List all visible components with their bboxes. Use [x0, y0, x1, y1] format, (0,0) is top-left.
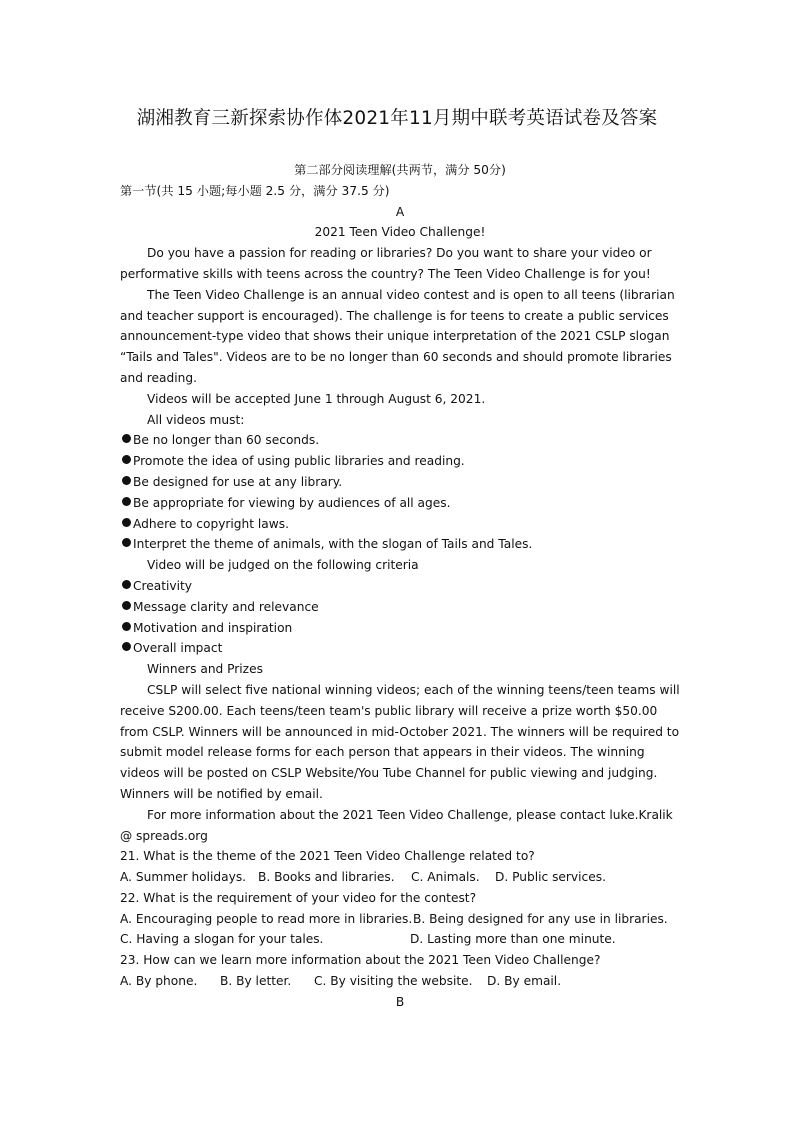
list-item: Be designed for use at any library.	[120, 472, 680, 493]
must-list	[120, 430, 680, 555]
question-23-options	[120, 971, 680, 992]
question-22-options	[120, 909, 680, 930]
option: C. Having a slogan for your tales.	[120, 932, 324, 947]
option: B. Being designed for any use in libraries.	[413, 911, 668, 926]
document-body	[120, 160, 680, 1013]
option: D. By email.	[487, 974, 562, 989]
question-21-options	[120, 867, 680, 888]
bullet-icon	[122, 601, 131, 610]
bullet-icon	[122, 476, 131, 485]
paragraph-3: Videos will be accepted June 1 through August 6, 2021.	[147, 391, 486, 406]
list-item: Message clarity and relevance	[120, 597, 680, 618]
list-item: Adhere to copyright laws.	[120, 514, 680, 535]
option: D. Lasting more than one minute.	[410, 932, 616, 947]
paragraph-1: Do you have a passion for reading or libraries? Do you want to share your video or performative skills with teens across the country? The Teen Video Challenge is for you!	[120, 246, 652, 281]
question-21-stem: 21. What is the theme of the 2021 Teen Video Challenge related to?	[120, 849, 535, 864]
option: C. By visiting the website.	[314, 974, 473, 989]
bullet-icon	[122, 538, 131, 547]
bullet-icon	[122, 455, 131, 464]
paragraph-5: Video will be judged on the following criteria	[147, 558, 419, 573]
bullet-icon	[122, 497, 131, 506]
bullet-icon	[122, 518, 131, 527]
option: B. Books and libraries.	[258, 870, 395, 885]
bullet-icon	[122, 642, 131, 651]
list-item: Interpret the theme of animals, with the slogan of Tails and Tales.	[120, 534, 680, 555]
bullet-icon	[122, 622, 131, 631]
passage-a-label: A	[395, 204, 405, 219]
paragraph-8: For more information about the 2021 Teen Video Challenge, please contact luke.Kralik @ spreads.org	[120, 807, 673, 843]
option: A. Encouraging people to read more in libraries.	[120, 911, 413, 926]
bullet-icon	[122, 434, 131, 443]
passage-a-title: 2021 Teen Video Challenge!	[314, 225, 486, 240]
list-item: Overall impact	[120, 638, 680, 659]
section-heading: 第二部分阅读理解(共两节，满分 50分)	[294, 163, 506, 177]
bullet-icon	[122, 580, 131, 589]
question-22-stem: 22. What is the requirement of your video for the contest?	[120, 890, 477, 905]
list-item: Be appropriate for viewing by audiences of all ages.	[120, 493, 680, 514]
list-item: Be no longer than 60 seconds.	[120, 430, 680, 451]
option: A. By phone.	[120, 974, 198, 989]
paragraph-4: All videos must:	[147, 412, 245, 427]
list-item: Promote the idea of using public libraries and reading.	[120, 451, 680, 472]
document-title: 湖湘教育三新探索协作体2021年11月期中联考英语试卷及答案	[136, 108, 658, 129]
passage-b-label: B	[395, 994, 405, 1009]
option: A. Summer holidays.	[120, 870, 247, 885]
option: C. Animals.	[411, 870, 480, 885]
question-23-stem: 23. How can we learn more information about the 2021 Teen Video Challenge?	[120, 953, 601, 968]
list-item: Creativity	[120, 576, 680, 597]
option: B. By letter.	[220, 974, 292, 989]
subsection-heading: 第一节(共 15 小题;每小题 2.5 分，满分 37.5 分)	[120, 183, 390, 198]
criteria-list	[120, 576, 680, 659]
list-item: Motivation and inspiration	[120, 618, 680, 639]
option: D. Public services.	[495, 870, 606, 885]
paragraph-2: The Teen Video Challenge is an annual video contest and is open to all teens (librarian and teacher support is encouraged). The challenge is for teens to create a public services announcement-type video that shows their unique interpretation of the 2021 CSLP slogan “Tails and Tales". Videos are to be no longer than 60 seconds and should promote libraries and reading.	[120, 287, 675, 385]
paragraph-7: CSLP will select five national winning videos; each of the winning teens/teen teams will receive S200.00. Each teens/teen team's public library will receive a prize worth $50.00 from CSLP. Winners will be announced in mid-October 2021. The winners will be required to submit model release forms for each person that appears in their videos. The winning videos will be posted on CSLP Website/You Tube Channel for public viewing and judging. Winners will be notified by email.	[120, 682, 680, 801]
paragraph-6: Winners and Prizes	[147, 662, 263, 677]
question-22-options-row-2	[120, 929, 680, 950]
